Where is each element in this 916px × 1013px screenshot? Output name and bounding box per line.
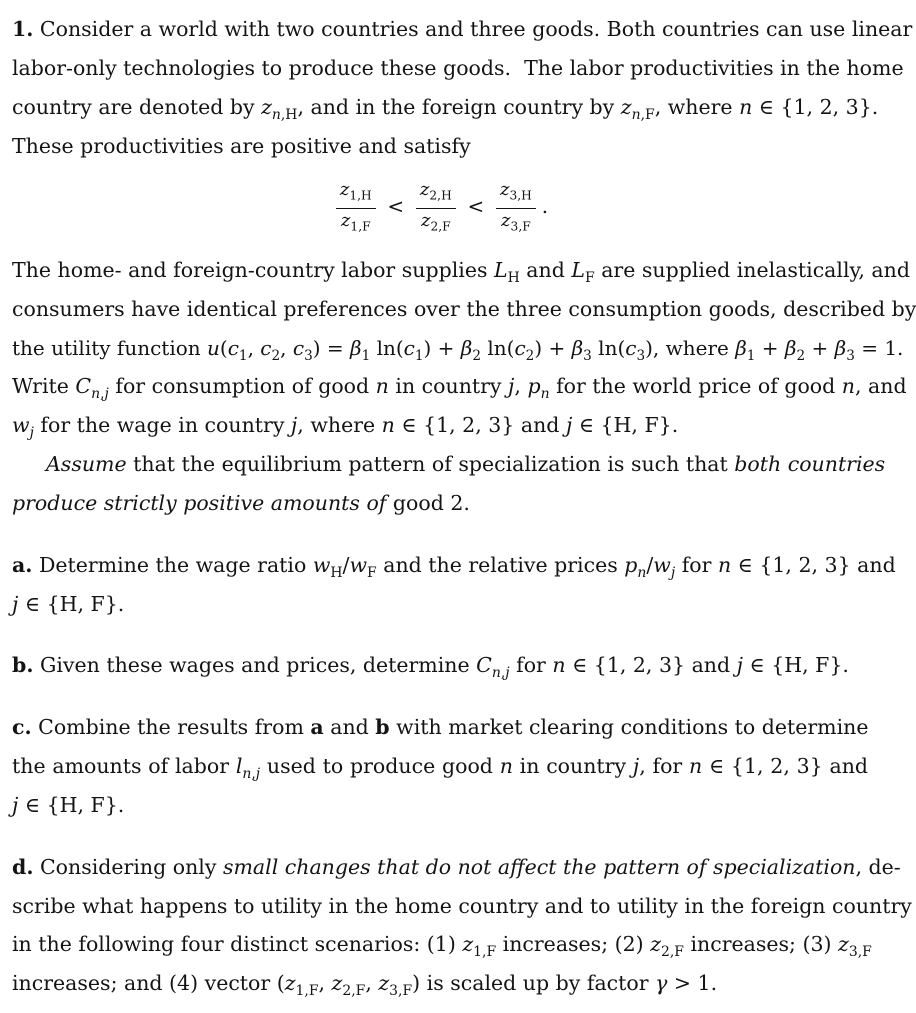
part-a-line-1: a. Determine the wage ratio $w_H/w_F$ and the relative prices $p_n/w_j$ for n ∈ {1, 2, 3} and: [12, 553, 896, 582]
problem-number: 1.: [12, 17, 34, 41]
part-c-line-1: c. Combine the results from a and b with market clearing conditions to determine: [12, 715, 869, 739]
part-b-line-1: b. Given these wages and prices, determine $C_{n,j}$ for n ∈ {1, 2, 3} and j ∈ {H, F}.: [12, 653, 849, 682]
problem-line-2: labor-only technologies to produce these goods. The labor productivities in the home: [12, 56, 904, 80]
problem-line-1: 1. Consider a world with two countries and three goods. Both countries can use linear: [12, 17, 913, 41]
part-c-line-2: the amounts of labor $l_{n,j}$ used to produce good n in country j, for n ∈ {1, 2, 3} and: [12, 754, 869, 783]
part-d-line-3: in the following four distinct scenarios: (1) $z_{1,F}$ increases; (2) $z_{2,F}$ increases; (3) $z_{3,F}$: [12, 932, 872, 961]
body-line-1: The home- and foreign-country labor supplies $L_H$ and $L_F$ are supplied inelastically, and: [12, 258, 910, 287]
body-line-4: Write $C_{n,j}$ for consumption of good n in country j, $p_n$ for the world price of good n, and: [12, 374, 907, 403]
problem-line-3: country are denoted by $z_{n,H}$, and in the foreign country by $z_{n,F}$, where n ∈ {1, 2, 3}.: [12, 95, 879, 124]
part-c-line-3: j ∈ {H, F}.: [12, 793, 125, 817]
part-a-line-2: j ∈ {H, F}.: [12, 592, 125, 616]
assumption-line-2: produce strictly positive amounts of good 2.: [12, 491, 470, 515]
body-line-5: $w_j$ for the wage in country j, where n ∈ {1, 2, 3} and j ∈ {H, F}.: [12, 413, 679, 442]
body-line-2: consumers have identical preferences over the three consumption goods, described by: [12, 297, 916, 321]
productivity-inequality: $\frac{z_{1,H}}{z_{1,F}}$ < $\frac{z_{2,H}}{z_{2,F}}$ < $\frac{z_{3,H}}{z_{3,F}}$ .: [0, 180, 878, 236]
part-d-line-2: scribe what happens to utility in the home country and to utility in the foreign country: [12, 894, 912, 918]
part-d-line-4: increases; and (4) vector ($z_{1,F}$, $z_{2,F}$, $z_{3,F}$) is scaled up by factor γ > 1.: [12, 971, 718, 1000]
problem-line-4: These productivities are positive and satisfy: [12, 134, 471, 158]
part-d-line-1: d. Considering only small changes that do not affect the pattern of specialization, de-: [12, 855, 901, 879]
assumption-line-1: Assume that the equilibrium pattern of specialization is such that both countries: [46, 452, 886, 476]
fraction-3: $\frac{z_{3,H}}{z_{3,F}}$: [496, 180, 536, 236]
fraction-1: $\frac{z_{1,H}}{z_{1,F}}$: [336, 180, 376, 236]
body-line-3: the utility function $u(c_1$, $c_2$, $c_3) = \beta_1$ $\ln(c_1) + \beta_2$ $\ln(c_2) + \beta_3$ $\ln(c_3)$, where $\beta_1 + \beta_2 + \beta_3 = 1$.: [12, 336, 904, 364]
fraction-2: $\frac{z_{2,H}}{z_{2,F}}$: [416, 180, 456, 236]
